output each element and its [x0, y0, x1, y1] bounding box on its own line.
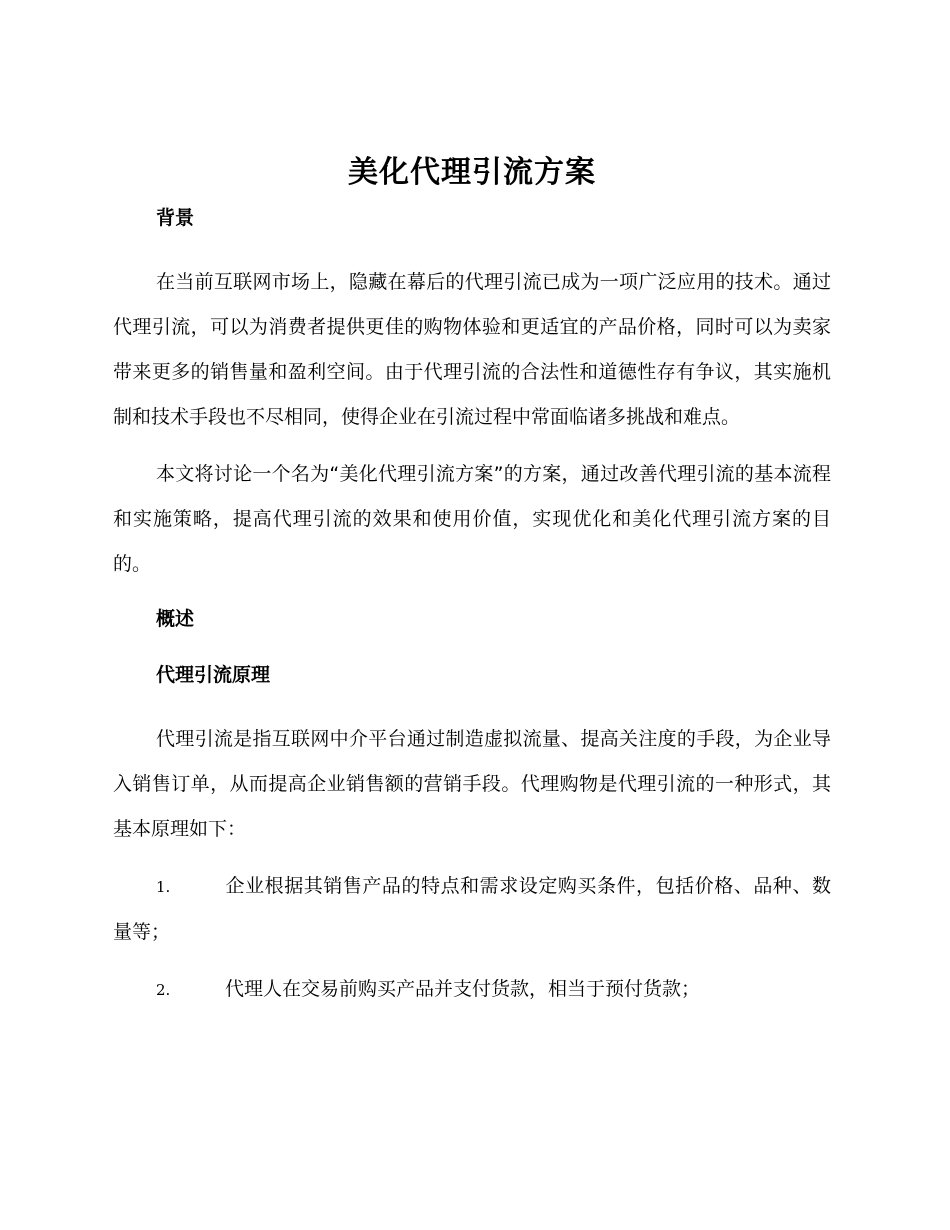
- background-paragraph-2: 本文将讨论一个名为“美化代理引流方案”的方案，通过改善代理引流的基本流程和实施策略，提高代理引流的效果和使用价值，实现优化和美化代理引流方案的目的。: [113, 463, 831, 575]
- principle-paragraph-1: 代理引流是指互联网中介平台通过制造虚拟流量、提高关注度的手段，为企业导入销售订单，从而提高企业销售额的营销手段。代理购物是代理引流的一种形式，其基本原理如下：: [113, 728, 831, 840]
- list-item-number: 1.: [156, 878, 171, 896]
- section-heading-overview: 概述: [156, 608, 195, 630]
- document-title: 美化代理引流方案: [348, 155, 596, 190]
- section-heading-principle: 代理引流原理: [156, 664, 271, 686]
- document-page: [113, 150, 831, 1025]
- list-item-text: 企业根据其销售产品的特点和需求设定购买条件，包括价格、品种、数量等；: [113, 875, 831, 943]
- list-item: [113, 967, 831, 1013]
- list-item-text: 代理人在交易前购买产品并支付货款，相当于预付货款；: [225, 978, 701, 1000]
- section-heading-background: 背景: [156, 207, 195, 229]
- list-item-number: 2.: [156, 981, 171, 999]
- list-item: [113, 864, 831, 955]
- background-paragraph-1: 在当前互联网市场上，隐藏在幕后的代理引流已成为一项广泛应用的技术。通过代理引流，可以为消费者提供更佳的购物体验和更适宜的产品价格，同时可以为卖家带来更多的销售量和盈利空间。由于代理引流的合法性和道德性存有争议，其实施机制和技术手段也不尽相同，使得企业在引流过程中常面临诸多挑战和难点。: [113, 271, 831, 428]
